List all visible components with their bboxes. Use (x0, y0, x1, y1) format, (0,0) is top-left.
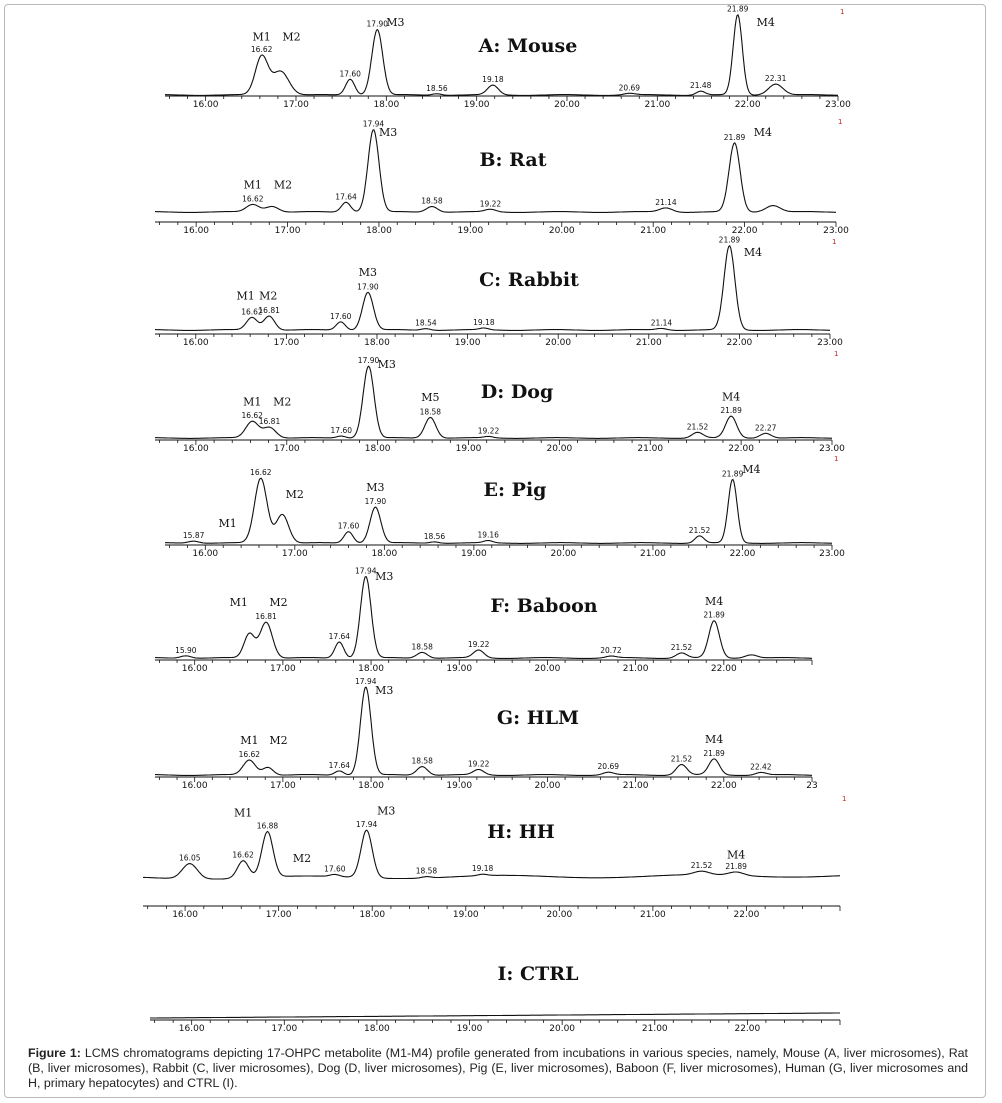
metabolite-label: M2 (269, 734, 288, 748)
peak-rt-label: 17.90 (357, 282, 379, 292)
x-tick-label: 23 (806, 781, 818, 791)
chromatogram-panel (155, 350, 845, 454)
metabolite-label: M2 (259, 289, 278, 303)
peak-rt-label: 21.52 (686, 422, 709, 432)
panel-corner-mark: 1 (840, 8, 845, 16)
panel-corner-mark: 1 (832, 238, 837, 246)
peak-rt-label: 17.94 (355, 677, 377, 687)
peak-rt-label: 19.22 (467, 640, 490, 650)
peak-rt-label: 17.64 (335, 192, 357, 202)
x-tick-label: 21.00 (635, 338, 662, 348)
x-tick-label: 16.00 (172, 910, 198, 920)
x-tick-label: 20.00 (554, 100, 580, 110)
x-tick-label: 16.00 (183, 444, 209, 454)
x-tick-label: 18.00 (371, 549, 398, 559)
x-tick-label: 17.00 (283, 100, 309, 110)
x-tick-label: 21.00 (640, 910, 666, 920)
metabolite-label: M1 (236, 289, 255, 303)
panel-title: G: HLM (496, 707, 580, 729)
peak-rt-label: 19.16 (477, 530, 499, 540)
panel-title: B: Rat (479, 149, 547, 171)
x-tick-label: 21.00 (622, 664, 649, 674)
chromatogram-panel (155, 677, 818, 791)
panel-corner-mark: 1 (834, 455, 839, 463)
peak-rt-label: 16.62 (241, 307, 263, 317)
x-tick-label: 22.00 (728, 444, 755, 454)
peak-rt-label: 21.89 (703, 748, 725, 758)
x-tick-label: 18.00 (358, 781, 384, 791)
peak-rt-label: 16.81 (255, 612, 277, 622)
x-tick-label: 18.00 (366, 226, 392, 236)
x-tick-label: 23.00 (819, 549, 845, 559)
x-tick-label: 19.00 (457, 226, 484, 236)
peak-rt-label: 15.87 (182, 531, 205, 541)
metabolite-label: M4 (727, 848, 746, 862)
caption-label: Figure 1: (28, 1046, 81, 1060)
panel-title: E: Pig (483, 479, 547, 501)
metabolite-label: M3 (386, 16, 405, 29)
chromatogram-panel (155, 118, 849, 236)
x-tick-label: 20.00 (546, 910, 573, 920)
x-tick-label: 21.00 (641, 1024, 668, 1034)
x-tick-label: 21.00 (644, 100, 671, 110)
panel-title: H: HH (487, 821, 555, 843)
peak-rt-label: 21.48 (689, 81, 712, 91)
peak-rt-label: 18.58 (411, 756, 433, 766)
x-tick-label: 16.00 (181, 781, 208, 791)
x-tick-label: 21.00 (637, 444, 664, 454)
peak-rt-label: 19.18 (471, 864, 494, 874)
peak-rt-label: 16.88 (256, 821, 279, 831)
x-tick-label: 19.00 (460, 549, 487, 559)
chromatogram-panel (165, 455, 845, 559)
metabolite-label: M4 (743, 246, 763, 259)
peak-rt-label: 21.89 (718, 235, 741, 245)
metabolite-label: M1 (252, 30, 271, 44)
peak-rt-label: 16.81 (258, 306, 280, 316)
peak-rt-label: 16.62 (250, 45, 273, 55)
metabolite-label: M2 (273, 178, 293, 192)
x-tick-label: 19.00 (446, 664, 473, 674)
x-tick-label: 17.00 (273, 338, 300, 348)
chromatogram-panel (165, 5, 851, 110)
peak-rt-label: 18.58 (419, 407, 442, 417)
peak-rt-label: 21.52 (690, 861, 713, 871)
metabolite-label: M1 (218, 517, 237, 530)
x-tick-label: 18.00 (359, 910, 386, 920)
metabolite-label: M1 (233, 806, 253, 820)
x-tick-label: 20.00 (534, 664, 561, 674)
caption-text: LCMS chromatograms depicting 17-OHPC metabolite (M1-M4) profile generated from incubations in various species, namely, Mouse (A, liver microsomes), Rat (B, liver microsomes), Rabbit (C, liver microsomes), Dog (D, liver microsomes), Pig (E, liver microsomes), Baboon (F, liver microsomes), Human (G, liver microsomes and H, primary hepatocytes) and CTRL (I). (28, 1046, 968, 1090)
panel-corner-mark: 1 (842, 795, 847, 803)
peak-rt-label: 16.62 (242, 194, 264, 204)
x-tick-label: 22.00 (710, 664, 737, 674)
chromatogram-trace (150, 1013, 840, 1018)
peak-rt-label: 19.22 (467, 759, 490, 769)
metabolite-label: M4 (704, 595, 724, 609)
x-tick-label: 20.00 (549, 1024, 576, 1034)
peak-rt-label: 20.69 (618, 83, 641, 93)
peak-rt-label: 21.52 (688, 525, 711, 535)
x-tick-label: 19.00 (463, 100, 490, 110)
metabolite-label: M2 (282, 30, 301, 44)
panel-title: I: CTRL (497, 963, 579, 985)
x-tick-label: 21.00 (640, 226, 667, 236)
metabolite-label: M2 (269, 595, 288, 609)
peak-rt-label: 22.31 (764, 74, 787, 84)
x-tick-label: 17.00 (273, 444, 300, 454)
x-tick-label: 21.00 (640, 549, 666, 559)
x-tick-label: 18.00 (358, 664, 384, 674)
peak-rt-label: 22.42 (750, 762, 772, 772)
x-tick-label: 16.00 (178, 1024, 205, 1034)
metabolite-label: M2 (292, 852, 312, 865)
x-tick-label: 21.00 (622, 781, 649, 791)
peak-rt-label: 16.62 (232, 850, 254, 860)
peak-rt-label: 17.94 (362, 119, 385, 129)
panel-title: D: Dog (480, 381, 554, 403)
metabolite-label: M1 (229, 595, 248, 609)
peak-rt-label: 19.18 (473, 318, 495, 328)
x-tick-label: 18.00 (364, 444, 391, 454)
metabolite-label: M1 (240, 734, 259, 748)
peak-rt-label: 17.94 (355, 566, 377, 576)
x-tick-label: 16.00 (192, 549, 219, 559)
x-tick-label: 17.00 (281, 549, 308, 559)
peak-rt-label: 17.60 (337, 521, 360, 531)
x-tick-label: 18.00 (373, 100, 400, 110)
metabolite-label: M4 (753, 126, 773, 139)
x-tick-label: 22.00 (731, 226, 758, 236)
x-tick-label: 18.00 (364, 1024, 390, 1034)
peak-rt-label: 21.52 (670, 754, 693, 764)
panel-corner-mark: 1 (834, 350, 839, 358)
x-tick-label: 19.00 (456, 1024, 483, 1034)
peak-rt-label: 21.89 (703, 610, 725, 620)
peak-rt-label: 19.18 (482, 75, 504, 85)
peak-rt-label: 21.89 (726, 4, 749, 14)
peak-rt-label: 21.89 (723, 132, 746, 142)
chromatogram-panel (155, 236, 843, 348)
peak-rt-label: 17.60 (330, 426, 353, 436)
x-tick-label: 20.00 (546, 444, 573, 454)
x-tick-label: 19.00 (446, 781, 473, 791)
x-tick-label: 19.00 (455, 444, 482, 454)
peak-rt-label: 20.69 (597, 762, 620, 772)
metabolite-label: M3 (377, 804, 396, 818)
chromatogram-panel (155, 566, 812, 674)
x-tick-label: 22.00 (729, 549, 756, 559)
metabolite-label: M2 (285, 488, 304, 502)
peak-rt-label: 18.54 (415, 318, 437, 328)
peak-rt-label: 21.89 (725, 861, 747, 871)
x-tick-label: 22.00 (733, 910, 760, 920)
x-tick-label: 22.00 (726, 338, 753, 348)
x-tick-label: 19.00 (454, 338, 481, 348)
x-tick-label: 20.00 (550, 549, 577, 559)
x-tick-label: 23.00 (825, 100, 851, 110)
peak-rt-label: 17.90 (357, 356, 380, 366)
panel-title: C: Rabbit (479, 269, 579, 291)
peak-rt-label: 21.14 (655, 197, 677, 207)
metabolite-label: M5 (421, 391, 440, 405)
peak-rt-label: 19.22 (479, 199, 502, 209)
x-tick-label: 23.00 (817, 338, 843, 348)
peak-rt-label: 17.64 (328, 632, 351, 642)
peak-rt-label: 19.22 (477, 426, 500, 436)
chromatogram-panel (150, 963, 840, 1034)
peak-rt-label: 20.72 (600, 646, 622, 656)
x-tick-label: 17.00 (265, 910, 292, 920)
metabolite-label: M3 (358, 266, 378, 280)
x-tick-label: 20.00 (534, 781, 561, 791)
x-tick-label: 16.00 (182, 338, 209, 348)
peak-rt-label: 21.89 (721, 469, 744, 479)
x-tick-label: 18.00 (364, 338, 390, 348)
peak-rt-label: 17.60 (329, 311, 352, 321)
peak-rt-label: 16.62 (250, 468, 272, 478)
peak-rt-label: 22.27 (754, 423, 777, 433)
metabolite-label: M4 (742, 463, 761, 476)
peak-rt-label: 21.14 (650, 318, 673, 328)
peak-rt-label: 17.90 (364, 497, 387, 507)
x-tick-label: 23.00 (823, 226, 849, 236)
metabolite-label: M2 (273, 395, 292, 409)
metabolite-label: M4 (756, 16, 775, 29)
x-tick-label: 17.00 (274, 226, 301, 236)
x-tick-label: 19.00 (452, 910, 479, 920)
x-tick-label: 17.00 (269, 781, 296, 791)
peak-rt-label: 16.62 (238, 750, 261, 760)
peak-rt-label: 17.90 (366, 19, 389, 29)
x-tick-label: 22.00 (710, 781, 737, 791)
x-tick-label: 22.00 (734, 1024, 761, 1034)
x-tick-label: 17.00 (269, 664, 296, 674)
x-tick-label: 17.00 (271, 1024, 298, 1034)
chromatogram-panel (143, 795, 846, 920)
x-tick-label: 16.00 (181, 664, 208, 674)
metabolite-label: M3 (377, 358, 396, 371)
panel-title: A: Mouse (478, 35, 578, 57)
x-tick-label: 23.00 (819, 444, 845, 454)
x-tick-label: 20.00 (548, 226, 575, 236)
peak-rt-label: 17.64 (328, 760, 351, 770)
peak-rt-label: 18.56 (423, 531, 446, 541)
peak-rt-label: 18.58 (411, 642, 433, 652)
x-tick-label: 16.00 (183, 226, 210, 236)
panel-title: F: Baboon (490, 595, 598, 617)
peak-rt-label: 21.89 (720, 406, 742, 416)
metabolite-label: M3 (375, 570, 394, 583)
peak-rt-label: 17.94 (355, 820, 378, 830)
figure-caption (28, 1046, 968, 1091)
peak-rt-label: 17.60 (339, 69, 361, 79)
metabolite-label: M4 (721, 390, 741, 404)
metabolite-label: M1 (243, 178, 262, 192)
peak-rt-label: 18.56 (426, 83, 448, 93)
peak-rt-label: 21.52 (670, 642, 693, 652)
peak-rt-label: 18.58 (421, 196, 443, 206)
x-tick-label: 16.00 (192, 100, 219, 110)
peak-rt-label: 17.60 (324, 864, 346, 874)
peak-rt-label: 16.81 (258, 417, 281, 427)
metabolite-label: M3 (378, 126, 398, 139)
metabolite-label: M3 (366, 481, 385, 494)
peak-rt-label: 18.58 (415, 866, 438, 876)
panel-corner-mark: 1 (838, 118, 843, 126)
peak-rt-label: 16.05 (179, 853, 201, 863)
metabolite-label: M3 (375, 684, 394, 697)
x-tick-label: 20.00 (545, 338, 572, 348)
peak-rt-label: 15.90 (175, 645, 197, 655)
metabolite-label: M4 (704, 733, 724, 747)
x-tick-label: 22.00 (734, 100, 761, 110)
peak-rt-label: 16.62 (241, 411, 263, 421)
metabolite-label: M1 (243, 395, 262, 409)
